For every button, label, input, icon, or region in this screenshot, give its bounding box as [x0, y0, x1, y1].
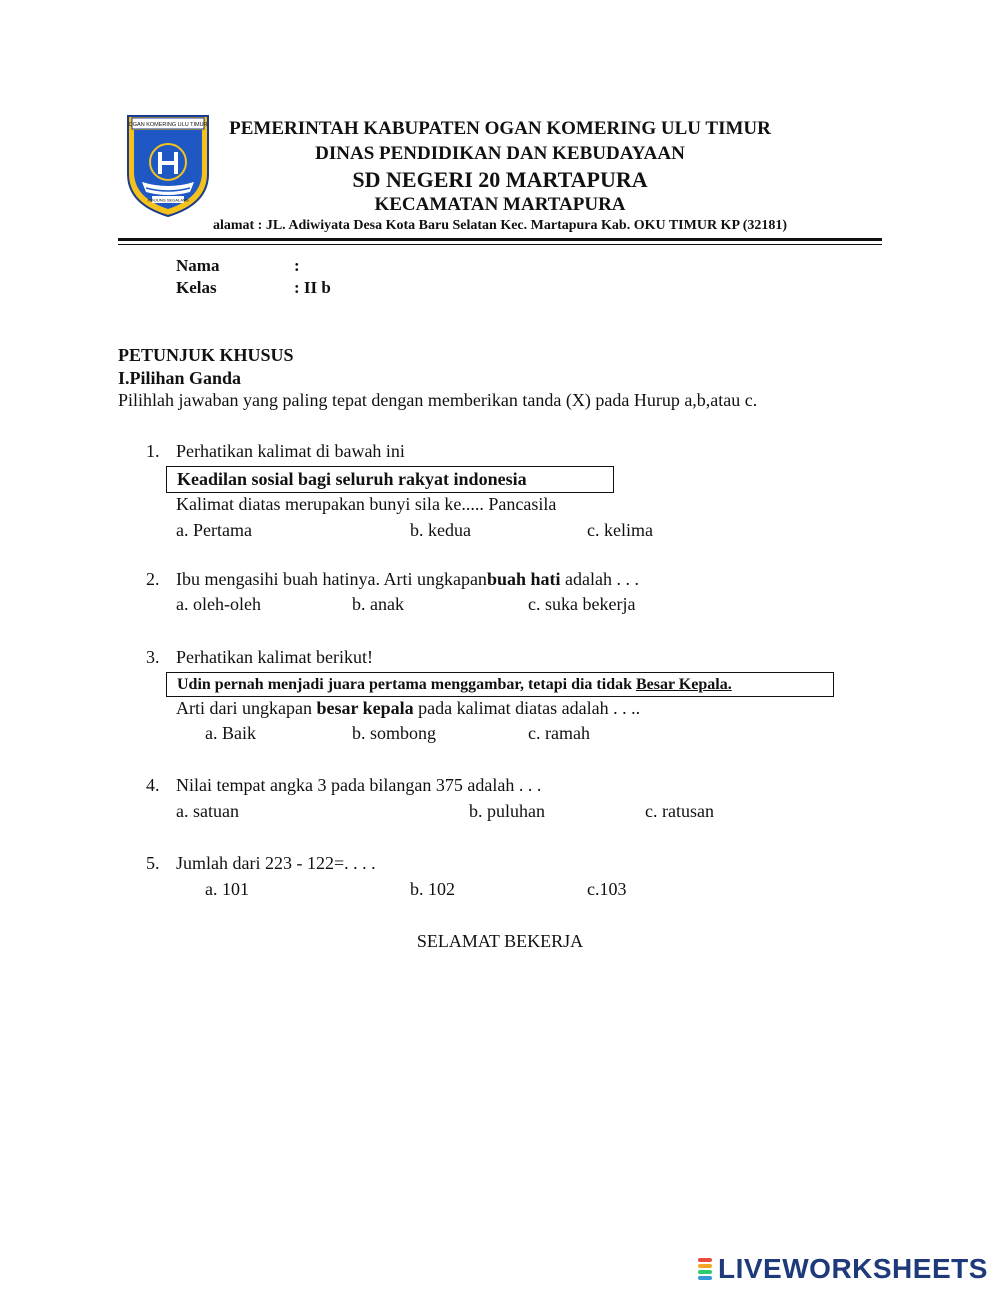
q4-text: Nilai tempat angka 3 pada bilangan 375 adalah . . .	[176, 775, 542, 795]
q2-option-c[interactable]: c. suka bekerja	[528, 594, 636, 614]
q3-follow-bold: besar kepala	[316, 698, 414, 718]
q3-option-b[interactable]: b. sombong	[352, 723, 437, 743]
q2-option-b[interactable]: b. anak	[352, 594, 404, 614]
q1-follow-text: Kalimat diatas merupakan bunyi sila ke..... Pancasila	[176, 494, 557, 514]
q2-text-pre: Ibu mengasihi buah hatinya. Arti ungkapan	[176, 569, 487, 589]
letterhead-department: DINAS PENDIDIKAN DAN KEBUDAYAAN	[315, 143, 685, 164]
q3-follow-text	[176, 698, 640, 719]
liveworksheets-text: LIVEWORKSHEETS	[718, 1253, 988, 1284]
q3-option-c[interactable]: c. ramah	[528, 723, 590, 743]
q2-text	[176, 569, 639, 590]
letterhead-address: alamat : JL. Adiwiyata Desa Kota Baru Selatan Kec. Martapura Kab. OKU TIMUR KP (32181)	[212, 218, 788, 233]
q1-boxed-sentence: Keadilan sosial bagi seluruh rakyat indonesia	[166, 466, 614, 493]
q3-text: Perhatikan kalimat berikut!	[176, 647, 373, 667]
q2-text-post: adalah . . .	[560, 569, 639, 589]
letterhead-district: KECAMATAN MARTAPURA	[374, 194, 626, 215]
q1-number: 1.	[146, 441, 160, 461]
section-title: I.Pilihan Ganda	[118, 368, 242, 388]
instructions-heading: PETUNJUK KHUSUS	[118, 345, 294, 365]
q5-text: Jumlah dari 223 - 122=. . . .	[176, 853, 376, 873]
kelas-label: Kelas	[176, 278, 217, 297]
q1-option-c[interactable]: c. kelima	[587, 520, 653, 540]
header-divider-thin	[118, 244, 882, 245]
q5-option-c[interactable]: c.103	[587, 879, 627, 899]
q4-option-a[interactable]: a. satuan	[176, 801, 239, 821]
q3-number: 3.	[146, 647, 160, 667]
q3-follow-pre: Arti dari ungkapan	[176, 698, 317, 718]
q4-option-c[interactable]: c. ratusan	[645, 801, 714, 821]
q2-text-bold: buah hati	[486, 569, 561, 589]
q2-number: 2.	[146, 569, 160, 589]
nama-label: Nama	[176, 256, 220, 275]
q1-option-a[interactable]: a. Pertama	[176, 520, 252, 540]
liveworksheets-watermark[interactable]	[698, 1254, 988, 1284]
q3-follow-post: pada kalimat diatas adalah . . ..	[413, 698, 641, 718]
q5-option-b[interactable]: b. 102	[410, 879, 455, 899]
q4-option-b[interactable]: b. puluhan	[469, 801, 545, 821]
liveworksheets-logo-icon	[698, 1257, 712, 1281]
q5-number: 5.	[146, 853, 160, 873]
q1-text: Perhatikan kalimat di bawah ini	[176, 441, 405, 461]
header-divider-thick	[118, 238, 882, 241]
q4-number: 4.	[146, 775, 160, 795]
kelas-value: : II b	[294, 278, 331, 297]
q1-option-b[interactable]: b. kedua	[410, 520, 471, 540]
q3-boxed-underlined: Besar Kepala.	[635, 676, 732, 693]
logo-top-text: OGAN KOMERING ULU TIMUR	[128, 122, 208, 128]
instructions-text: Pilihlah jawaban yang paling tepat dengan memberikan tanda (X) pada Hurup a,b,atau c.	[118, 390, 758, 410]
letterhead-government: PEMERINTAH KABUPATEN OGAN KOMERING ULU TIMUR	[229, 118, 771, 139]
q5-option-a[interactable]: a. 101	[205, 879, 249, 899]
letterhead-school: SD NEGERI 20 MARTAPURA	[352, 167, 648, 192]
logo-bottom-text: JUNJUNG SEGALANG	[147, 197, 189, 203]
q3-boxed-sentence	[166, 672, 834, 697]
closing-text: SELAMAT BEKERJA	[416, 931, 584, 951]
q3-option-a[interactable]: a. Baik	[205, 723, 256, 743]
q3-boxed-pre: Udin pernah menjadi juara pertama menggambar, tetapi dia tidak	[177, 676, 636, 693]
q2-option-a[interactable]: a. oleh-oleh	[176, 594, 261, 614]
nama-value: :	[294, 256, 300, 275]
